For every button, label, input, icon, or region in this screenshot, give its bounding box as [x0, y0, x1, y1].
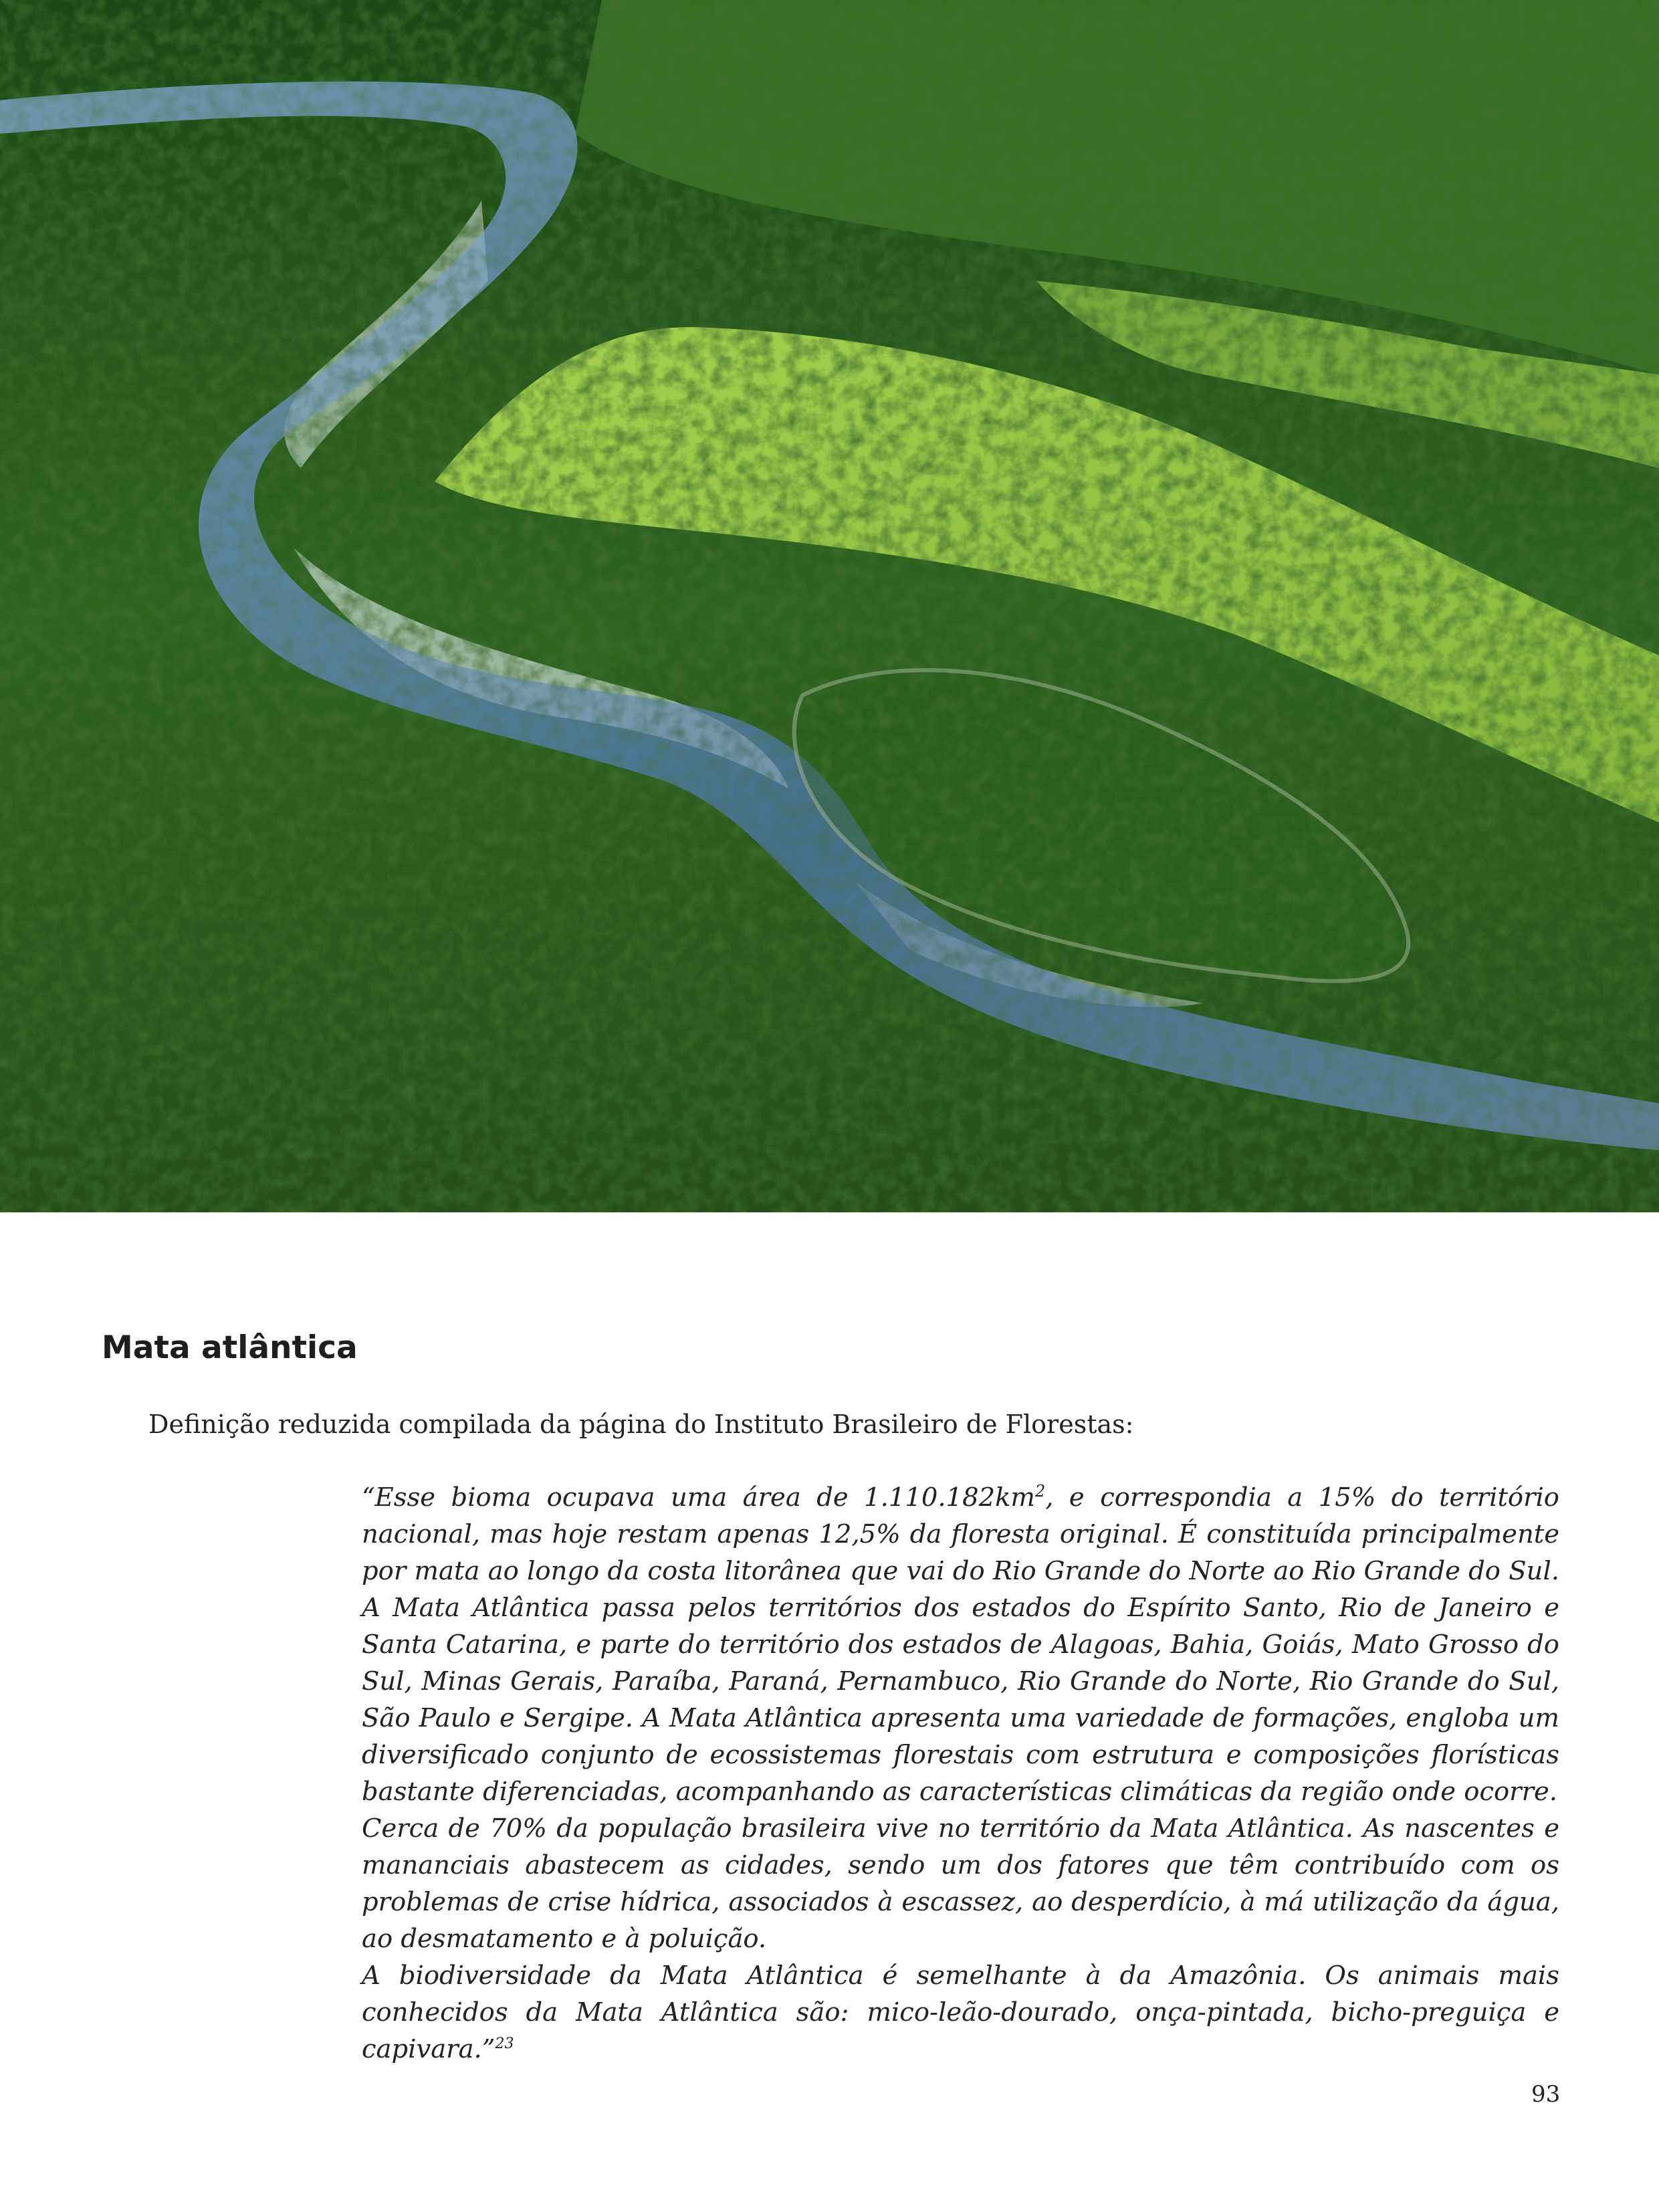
section-title: Mata atlântica [102, 1329, 358, 1366]
quote-p3-text: A biodiversidade da Mata Atlântica é semelhante à da Amazônia. Os animais mais conhecidos da Mata Atlântica são: mico-leão-dourado, onça-pintada, bicho-preguiça e capivara.” [362, 1961, 1559, 2064]
quote-p1-start: “Esse bioma ocupava uma área de 1.110.182km [362, 1482, 1035, 1513]
squared-superscript: 2 [1034, 1482, 1046, 1501]
intro-line: Definição reduzida compilada da página do Instituto Brasileiro de Florestas: [148, 1410, 1134, 1439]
quote-p1-rest: , e correspondia a 15% do território nacional, mas hoje restam apenas 12,5% da floresta original. É constituída principalmente por mata ao longo da costa litorânea que vai do Rio Grande do Norte ao Rio Grande do Sul. A Mata Atlântica passa pelos territórios dos estados do Espírito Santo, Rio de Janeiro e Santa Catarina, e parte do território dos estados de Alagoas, Bahia, Goiás, Mato Grosso do Sul, Minas Gerais, Paraíba, Paraná, Pernambuco, Rio Grande do Norte, Rio Grande do Sul, São Paulo e Sergipe. A Mata Atlântica apresenta uma variedade de formações, engloba um diversificado conjunto de ecossistemas florestais com estrutura e composições florísticas bastante diferenciadas, acompanhando as características climáticas da região onde ocorre. [362, 1482, 1559, 1807]
quote-paragraph-3 [362, 1957, 1559, 2068]
block-quote [362, 1479, 1559, 2068]
quote-paragraph-2: Cerca de 70% da população brasileira vive no território da Mata Atlântica. As nascentes e mananciais abastecem as cidades, sendo um dos fatores que têm contribuído com os problemas de crise hídrica, associados à escassez, ao desperdício, à má utilização da água, ao desmatamento e à poluição. [362, 1813, 1559, 1954]
footnote-reference: 23 [495, 2035, 514, 2053]
quote-paragraph-1 [362, 1479, 1559, 1810]
page-number: 93 [1531, 2081, 1561, 2108]
